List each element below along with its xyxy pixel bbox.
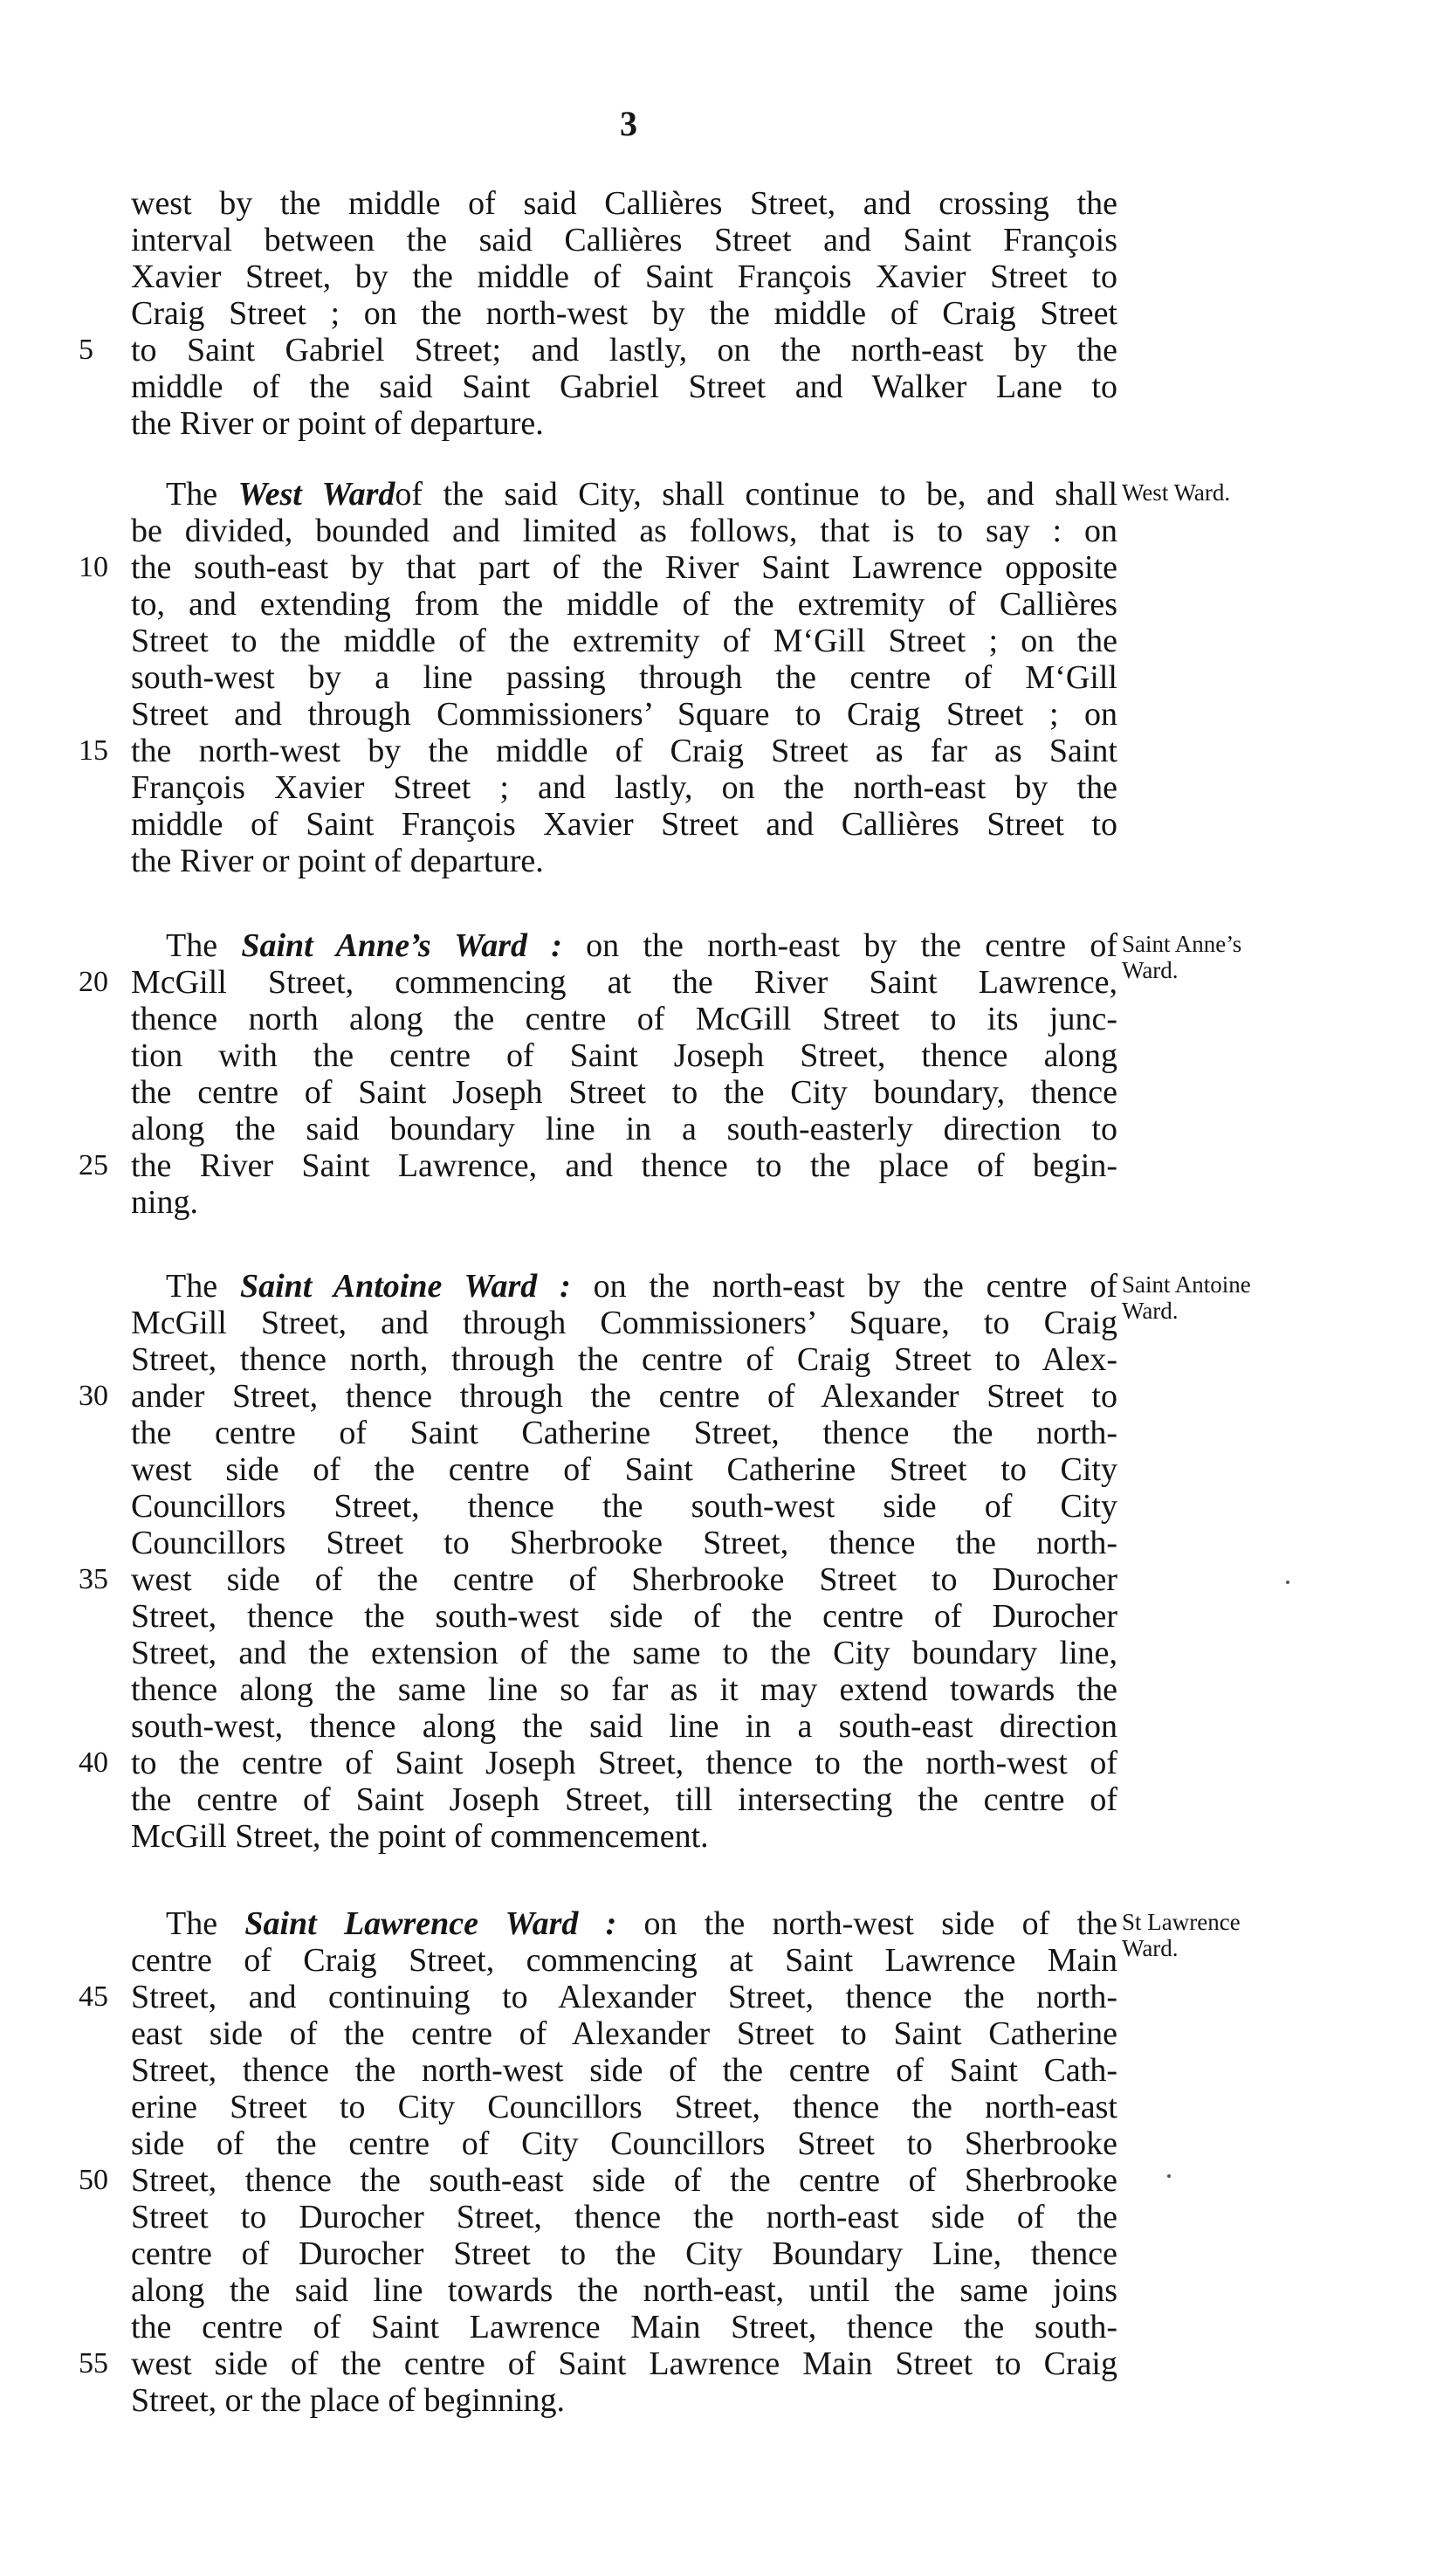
ink-speck	[1167, 2174, 1171, 2178]
line-text: Street, thence the north-west side of the centre of Saint Cath-	[131, 2052, 1117, 2089]
text-line	[131, 769, 1117, 806]
line-text: Street, or the place of beginning.	[131, 2382, 566, 2419]
text-line	[131, 2052, 1117, 2089]
line-number: 35	[79, 1563, 108, 1595]
paragraph	[79, 185, 1117, 442]
line-number: 50	[79, 2164, 108, 2196]
line-number: 15	[79, 734, 108, 767]
line-text: the River Saint Lawrence, and thence to the place of begin-	[131, 1147, 1117, 1184]
line-text: interval between the said Callières Street and Saint François	[131, 222, 1117, 258]
text-line	[131, 1111, 1117, 1147]
text-line	[131, 2015, 1117, 2052]
text-line	[131, 368, 1117, 405]
line-text: side of the centre of City Councillors Street to Sherbrooke	[131, 2125, 1117, 2162]
text-line	[131, 586, 1117, 623]
text-line	[131, 1818, 1117, 1855]
text-line	[79, 964, 1117, 1001]
line-text: Craig Street ; on the north-west by the middle of Craig Street	[131, 295, 1117, 332]
line-text: Councillors Street to Sherbrooke Street, thence the north-	[131, 1525, 1117, 1561]
paragraph-lead: The	[166, 1905, 245, 1942]
page-number: 3	[620, 104, 637, 143]
ward-heading: Saint Antoine Ward :	[239, 1268, 571, 1305]
text-line	[131, 185, 1117, 222]
margin-note	[1122, 931, 1419, 983]
paragraph	[79, 1905, 1117, 2419]
line-text: Street, thence the south-east side of the centre of Sherbrooke	[131, 2162, 1117, 2199]
text-line	[131, 1415, 1117, 1451]
line-text: Xavier Street, by the middle of Saint François Xavier Street to	[131, 258, 1117, 295]
paragraph-lead: The	[166, 476, 238, 513]
line-text: thence along the same line so far as it may extend towards the	[131, 1671, 1117, 1708]
line-text: ning.	[131, 1184, 199, 1221]
line-text: McGill Street, commencing at the River Saint Lawrence,	[131, 964, 1117, 1001]
line-text: Street, and the extension of the same to the City boundary line,	[131, 1635, 1117, 1671]
line-text: Street to the middle of the extremity of M‘Gill Street ; on the	[131, 623, 1117, 659]
text-line	[79, 1378, 1117, 1415]
line-text: Street, thence the south-west side of the centre of Durocher	[131, 1598, 1117, 1635]
line-number: 40	[79, 1746, 108, 1779]
line-text: Street, thence north, through the centre of Craig Street to Alex-	[131, 1341, 1117, 1378]
text-line	[131, 1451, 1117, 1488]
text-line	[131, 1671, 1117, 1708]
line-text: ander Street, thence through the centre of Alexander Street to	[131, 1378, 1117, 1415]
line-text: the south-east by that part of the River Saint Lawrence opposite	[131, 549, 1117, 586]
margin-note-line: Ward.	[1122, 957, 1179, 983]
ward-heading: West Ward	[237, 476, 395, 513]
line-text: the River or point of departure.	[131, 405, 544, 442]
line-number: 20	[79, 966, 108, 998]
line-text: to, and extending from the middle of the extremity of Callières	[131, 586, 1117, 623]
text-line	[131, 1708, 1117, 1745]
text-line	[131, 659, 1117, 696]
line-text: to Saint Gabriel Street; and lastly, on the north-east by the	[131, 332, 1117, 368]
line-text: west side of the centre of Saint Lawrence Main Street to Craig	[131, 2345, 1117, 2382]
line-text: to the centre of Saint Joseph Street, thence to the north-west of	[131, 1745, 1117, 1781]
text-line	[79, 1979, 1117, 2015]
line-text: south-west, thence along the said line in a south-east direction	[131, 1708, 1117, 1745]
paragraph-lead: The	[166, 927, 242, 964]
text-line	[131, 1305, 1117, 1341]
text-line	[131, 295, 1117, 332]
line-number: 10	[79, 551, 108, 583]
line-number: 45	[79, 1980, 108, 2013]
text-line	[131, 696, 1117, 733]
margin-note-line: Ward.	[1122, 1298, 1179, 1324]
line-text: Street to Durocher Street, thence the north-east side of the	[131, 2199, 1117, 2235]
text-line	[79, 549, 1117, 586]
text-line	[79, 733, 1117, 769]
text-line	[131, 1905, 1117, 1942]
line-text: on the north-east by the centre of	[570, 1268, 1117, 1305]
margin-note	[1122, 479, 1419, 506]
text-line	[131, 1268, 1117, 1305]
ward-heading: Saint Anne’s Ward :	[241, 927, 562, 964]
line-text: Councillors Street, thence the south-west side of City	[131, 1488, 1117, 1525]
text-line	[131, 1942, 1117, 1979]
line-text: be divided, bounded and limited as follows, that is to say : on	[131, 513, 1117, 549]
text-line	[131, 405, 1117, 442]
line-text: middle of the said Saint Gabriel Street and Walker Lane to	[131, 368, 1117, 405]
text-line	[79, 2345, 1117, 2382]
text-line	[131, 2309, 1117, 2345]
line-text: François Xavier Street ; and lastly, on the north-east by the	[131, 769, 1117, 806]
text-line	[79, 1745, 1117, 1781]
line-text: the north-west by the middle of Craig Street as far as Saint	[131, 733, 1117, 769]
line-text: the centre of Saint Joseph Street to the City boundary, thence	[131, 1074, 1117, 1111]
line-text: centre of Durocher Street to the City Boundary Line, thence	[131, 2235, 1117, 2272]
line-number: 25	[79, 1149, 108, 1181]
line-text: west side of the centre of Saint Catherine Street to City	[131, 1451, 1117, 1488]
text-line	[131, 1001, 1117, 1037]
paragraph	[79, 1268, 1117, 1855]
ink-speck	[1286, 1581, 1289, 1584]
text-line	[131, 1341, 1117, 1378]
ward-heading: Saint Lawrence Ward :	[244, 1905, 617, 1942]
line-text: south-west by a line passing through the centre of M‘Gill	[131, 659, 1117, 696]
margin-note-line: St Lawrence	[1122, 1909, 1241, 1935]
margin-note-line: Saint Anne’s	[1122, 931, 1242, 957]
text-line	[131, 513, 1117, 549]
line-text: of the said City, shall continue to be, and shall	[395, 476, 1118, 513]
text-line	[131, 2125, 1117, 2162]
margin-note	[1122, 1909, 1419, 1961]
text-line	[131, 1037, 1117, 1074]
margin-note-line: West Ward.	[1122, 479, 1231, 506]
text-line	[131, 1598, 1117, 1635]
line-text: the River or point of departure.	[131, 843, 544, 879]
line-text: centre of Craig Street, commencing at Saint Lawrence Main	[131, 1942, 1117, 1979]
text-line	[131, 623, 1117, 659]
line-text: McGill Street, the point of commencement.	[131, 1818, 709, 1855]
line-text: Street and through Commissioners’ Square to Craig Street ; on	[131, 696, 1117, 733]
text-line	[79, 1561, 1117, 1598]
text-line	[79, 1147, 1117, 1184]
text-line	[131, 1074, 1117, 1111]
line-text: erine Street to City Councillors Street, thence the north-east	[131, 2089, 1117, 2125]
paragraph-lead: The	[166, 1268, 240, 1305]
margin-note-line: Saint Antoine	[1122, 1271, 1251, 1298]
paragraph	[79, 927, 1117, 1221]
text-line	[131, 476, 1117, 513]
line-number: 5	[79, 334, 93, 366]
line-text: along the said line towards the north-east, until the same joins	[131, 2272, 1117, 2309]
line-text: McGill Street, and through Commissioners’ Square, to Craig	[131, 1305, 1117, 1341]
text-line	[131, 1184, 1117, 1221]
margin-note	[1122, 1271, 1419, 1324]
line-text: along the said boundary line in a south-easterly direction to	[131, 1111, 1117, 1147]
line-text: on the north-west side of the	[616, 1905, 1117, 1942]
line-number: 55	[79, 2347, 108, 2380]
text-line	[131, 806, 1117, 843]
text-line	[131, 222, 1117, 258]
text-line	[131, 1488, 1117, 1525]
line-text: west side of the centre of Sherbrooke Street to Durocher	[131, 1561, 1117, 1598]
line-text: the centre of Saint Lawrence Main Street, thence the south-	[131, 2309, 1117, 2345]
line-number: 30	[79, 1380, 108, 1412]
text-line	[131, 2089, 1117, 2125]
line-text: on the north-east by the centre of	[561, 927, 1117, 964]
text-line	[131, 2235, 1117, 2272]
text-line	[131, 2199, 1117, 2235]
line-text: east side of the centre of Alexander Street to Saint Catherine	[131, 2015, 1117, 2052]
text-line	[79, 332, 1117, 368]
line-text: thence north along the centre of McGill Street to its junc-	[131, 1001, 1117, 1037]
text-line	[131, 2272, 1117, 2309]
text-line	[131, 2382, 1117, 2419]
line-text: the centre of Saint Catherine Street, thence the north-	[131, 1415, 1117, 1451]
text-line	[131, 1525, 1117, 1561]
text-line	[79, 2162, 1117, 2199]
paragraph	[79, 476, 1118, 879]
text-line	[131, 843, 1117, 879]
line-text: middle of Saint François Xavier Street and Callières Street to	[131, 806, 1117, 843]
line-text: west by the middle of said Callières Street, and crossing the	[131, 185, 1117, 222]
line-text: tion with the centre of Saint Joseph Street, thence along	[131, 1037, 1117, 1074]
line-text: the centre of Saint Joseph Street, till intersecting the centre of	[131, 1781, 1117, 1818]
text-line	[131, 1781, 1117, 1818]
text-line	[131, 258, 1117, 295]
text-line	[131, 927, 1117, 964]
line-text: Street, and continuing to Alexander Street, thence the north-	[131, 1979, 1117, 2015]
text-line	[131, 1635, 1117, 1671]
margin-note-line: Ward.	[1122, 1935, 1179, 1961]
